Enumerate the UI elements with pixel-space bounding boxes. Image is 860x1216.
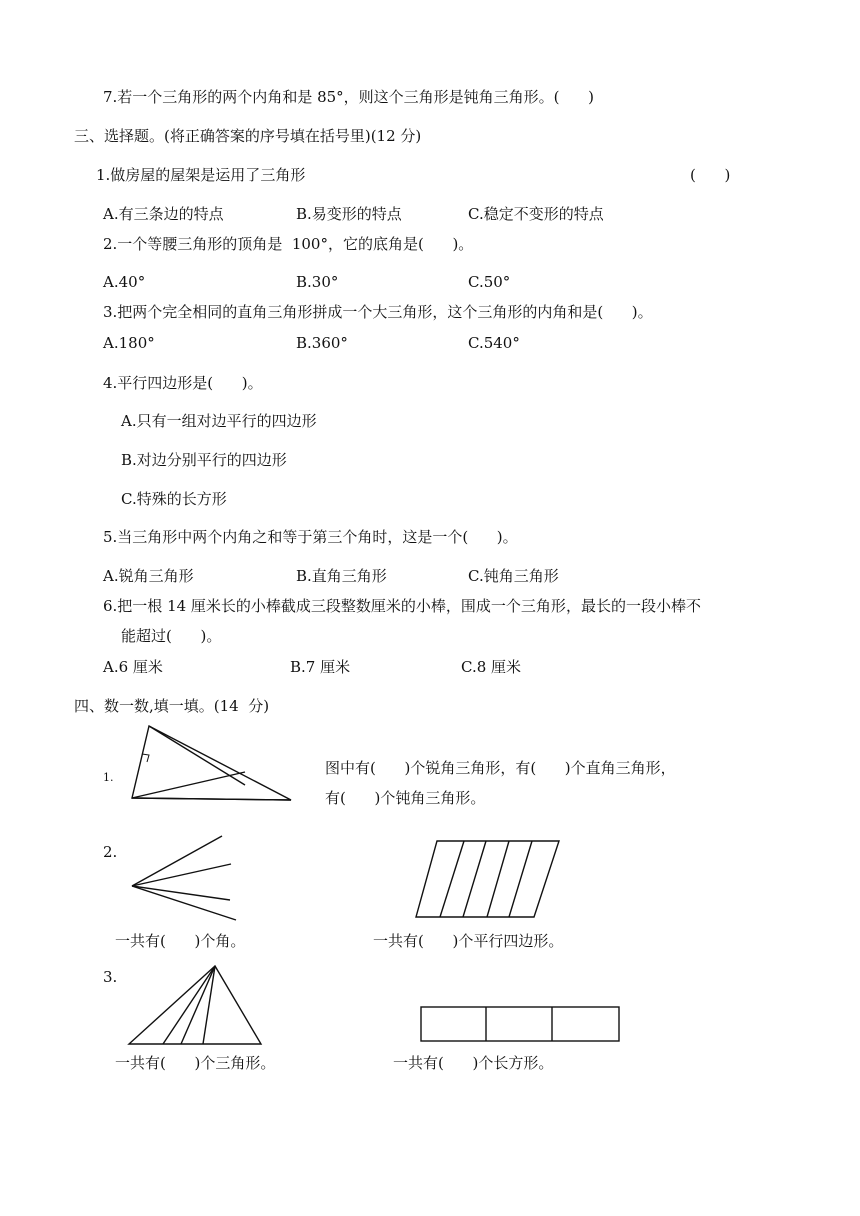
base-line — [132, 798, 291, 800]
divider-line — [440, 841, 464, 917]
choice-q2-option-b[interactable]: B.30° — [296, 273, 339, 291]
section-3-heading: 三、选择题。(将正确答案的序号填在括号里)(12 分) — [74, 127, 422, 145]
choice-q3-option-c[interactable]: C.540° — [468, 334, 520, 352]
choice-q2-option-c[interactable]: C.50° — [468, 273, 511, 291]
count-item-1-line1: 图中有( )个锐角三角形，有( )个直角三角形， — [325, 759, 676, 777]
cevian-line — [181, 966, 215, 1044]
ray-line — [132, 836, 222, 886]
choice-q4-option-b[interactable]: B.对边分别平行的四边形 — [121, 451, 287, 469]
outer-rectangle — [421, 1007, 619, 1041]
parallelograms-figure — [412, 836, 562, 920]
count-item-2-right-caption: 一共有( )个平行四边形。 — [373, 932, 564, 950]
count-item-1-line2: 有( )个钝角三角形。 — [325, 789, 486, 807]
outer-triangle — [129, 966, 261, 1044]
choice-q6-stem-line1: 6.把一根 14 厘米长的小棒截成三段整数厘米的小棒，围成一个三角形，最长的一段小棒不 — [103, 597, 701, 615]
divider-line — [463, 841, 486, 917]
choice-q5-stem: 5.当三角形中两个内角之和等于第三个角时，这是一个( )。 — [103, 528, 518, 546]
choice-q6-option-a[interactable]: A.6 厘米 — [103, 658, 163, 676]
count-item-2-left-caption: 一共有( )个角。 — [115, 932, 246, 950]
divider-line — [509, 841, 532, 917]
choice-q3-option-b[interactable]: B.360° — [296, 334, 348, 352]
ray-line — [132, 864, 231, 886]
choice-q1-stem: 1.做房屋的屋架是运用了三角形 — [96, 166, 306, 184]
cevian-line — [163, 966, 215, 1044]
outer-parallelogram — [416, 841, 559, 917]
choice-q6-stem-line2: 能超过( )。 — [121, 627, 222, 645]
choice-q1-option-b[interactable]: B.易变形的特点 — [296, 205, 402, 223]
outer-triangle — [132, 726, 291, 800]
choice-q3-option-a[interactable]: A.180° — [103, 334, 155, 352]
count-item-2-number: 2. — [103, 843, 118, 861]
choice-q2-option-a[interactable]: A.40° — [103, 273, 146, 291]
choice-q4-option-a[interactable]: A.只有一组对边平行的四边形 — [121, 412, 317, 430]
count-item-3-left-caption: 一共有( )个三角形。 — [115, 1054, 276, 1072]
rectangles-figure — [418, 1004, 622, 1044]
choice-q5-option-a[interactable]: A.锐角三角形 — [103, 567, 194, 585]
choice-q4-stem: 4.平行四边形是( )。 — [103, 374, 263, 392]
count-item-3-right-caption: 一共有( )个长方形。 — [393, 1054, 554, 1072]
choice-q2-stem: 2.一个等腰三角形的顶角是 100°，它的底角是( )。 — [103, 235, 474, 253]
choice-q6-option-b[interactable]: B.7 厘米 — [290, 658, 351, 676]
choice-q1-option-a[interactable]: A.有三条边的特点 — [103, 205, 224, 223]
divider-line — [487, 841, 509, 917]
cevian-line — [203, 966, 215, 1044]
triangles-figure — [125, 962, 265, 1048]
angles-rays-figure — [128, 832, 240, 924]
right-angle-mark — [142, 754, 149, 762]
choice-q3-stem: 3.把两个完全相同的直角三角形拼成一个大三角形，这个三角形的内角和是( )。 — [103, 303, 653, 321]
cevian-line — [149, 726, 245, 785]
choice-q6-option-c[interactable]: C.8 厘米 — [461, 658, 522, 676]
count-item-1-number: 1. — [103, 771, 114, 784]
triangle-with-cevians-figure — [125, 720, 295, 805]
count-item-3-number: 3. — [103, 968, 118, 986]
section-4-heading: 四、数一数,填一填。(14 分) — [74, 697, 270, 715]
ray-line — [132, 886, 236, 920]
choice-q1-option-c[interactable]: C.稳定不变形的特点 — [468, 205, 604, 223]
ray-line — [132, 886, 230, 900]
choice-q4-option-c[interactable]: C.特殊的长方形 — [121, 490, 227, 508]
choice-q1-blank[interactable]: ( ) — [690, 166, 731, 184]
cevian-line — [132, 772, 245, 798]
question-7: 7.若一个三角形的两个内角和是 85°，则这个三角形是钝角三角形。( ) — [103, 88, 594, 106]
choice-q5-option-b[interactable]: B.直角三角形 — [296, 567, 387, 585]
choice-q5-option-c[interactable]: C.钝角三角形 — [468, 567, 559, 585]
